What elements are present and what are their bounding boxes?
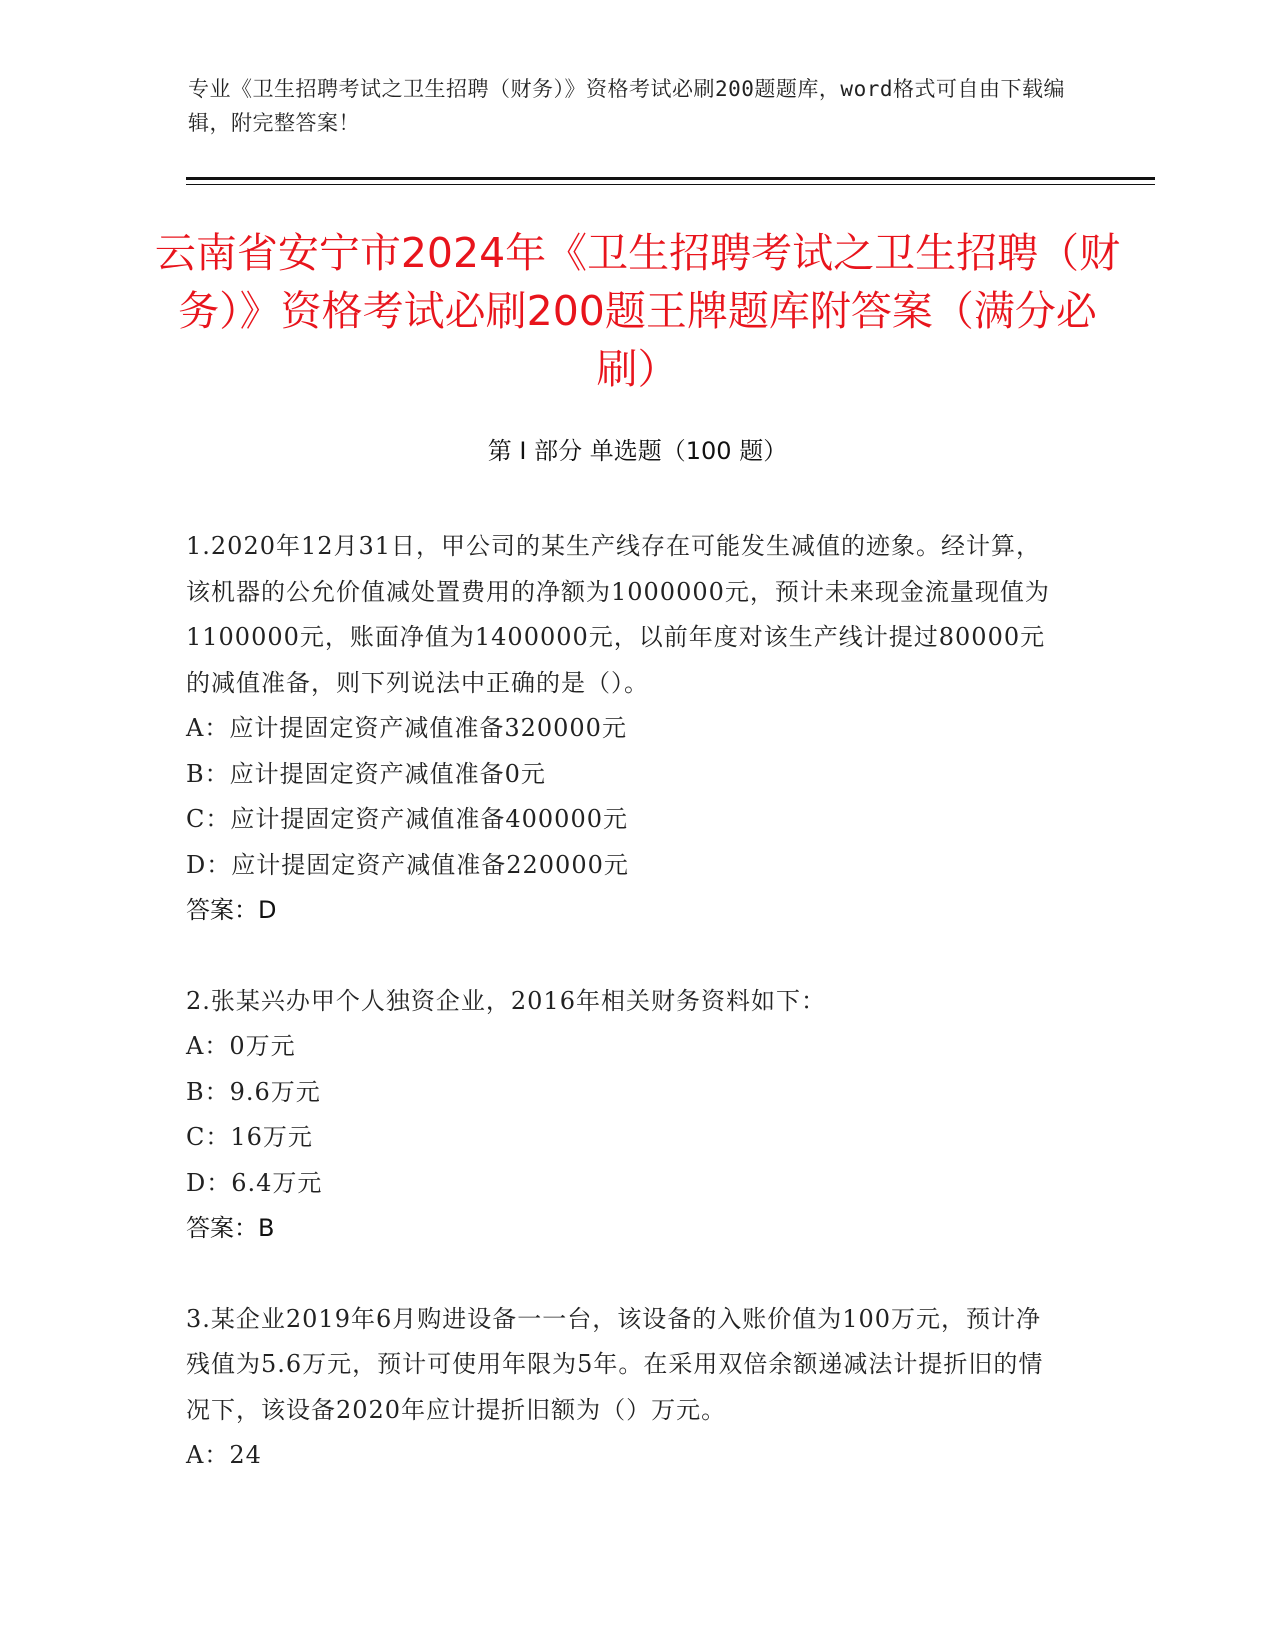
option-c: C：应计提固定资产减值准备400000元 bbox=[186, 805, 628, 833]
question-spacer bbox=[186, 1252, 1066, 1297]
question-text: 2.张某兴办甲个人独资企业，2016年相关财务资料如下： bbox=[186, 986, 826, 1015]
document-title: 云南省安宁市2024年《卫生招聘考试之卫生招聘（财务）》资格考试必刷200题王牌题库附答案（满分必刷） bbox=[154, 229, 1121, 393]
question-3 bbox=[186, 1297, 1066, 1479]
option-b: B：9.6万元 bbox=[186, 1077, 321, 1106]
section-title: 第 I 部分 单选题（100 题） bbox=[487, 437, 788, 465]
answer-line: 答案：D bbox=[186, 896, 277, 924]
answer-line: 答案：B bbox=[186, 1214, 275, 1242]
question-list bbox=[186, 524, 1066, 1479]
question-text: 3.某企业2019年6月购进设备一一台，该设备的入账价值为100万元，预计净残值为5.6万元，预计可使用年限为5年。在采用双倍余额递减法计提折旧的情况下，该设备2020年应计提折旧额为（）万元。 bbox=[186, 1304, 1044, 1424]
option-d: D：应计提固定资产减值准备220000元 bbox=[186, 850, 629, 879]
option-a: A：24 bbox=[186, 1441, 262, 1469]
question-1 bbox=[186, 524, 1066, 934]
option-d: D：6.4万元 bbox=[186, 1168, 323, 1197]
question-text: 1.2020年12月31日，甲公司的某生产线存在可能发生减值的迹象。经计算，该机器的公允价值减处置费用的净额为1000000元，预计未来现金流量现值为1100000元，账面净值为1400000元，以前年度对该生产线计提过80000元的减值准备，则下列说法中正确的是（）。 bbox=[186, 532, 1050, 697]
header-rule-thick bbox=[186, 177, 1155, 180]
question-2 bbox=[186, 979, 1066, 1252]
option-a: A：0万元 bbox=[186, 1032, 296, 1060]
option-c: C：16万元 bbox=[186, 1123, 313, 1151]
header-rule-thin bbox=[186, 184, 1155, 185]
header-note: 专业《卫生招聘考试之卫生招聘（财务）》资格考试必刷200题题库，word格式可自由下载编辑，附完整答案！ bbox=[188, 77, 1065, 135]
option-b: B：应计提固定资产减值准备0元 bbox=[186, 759, 546, 788]
question-spacer bbox=[186, 934, 1066, 979]
option-a: A：应计提固定资产减值准备320000元 bbox=[186, 714, 627, 742]
